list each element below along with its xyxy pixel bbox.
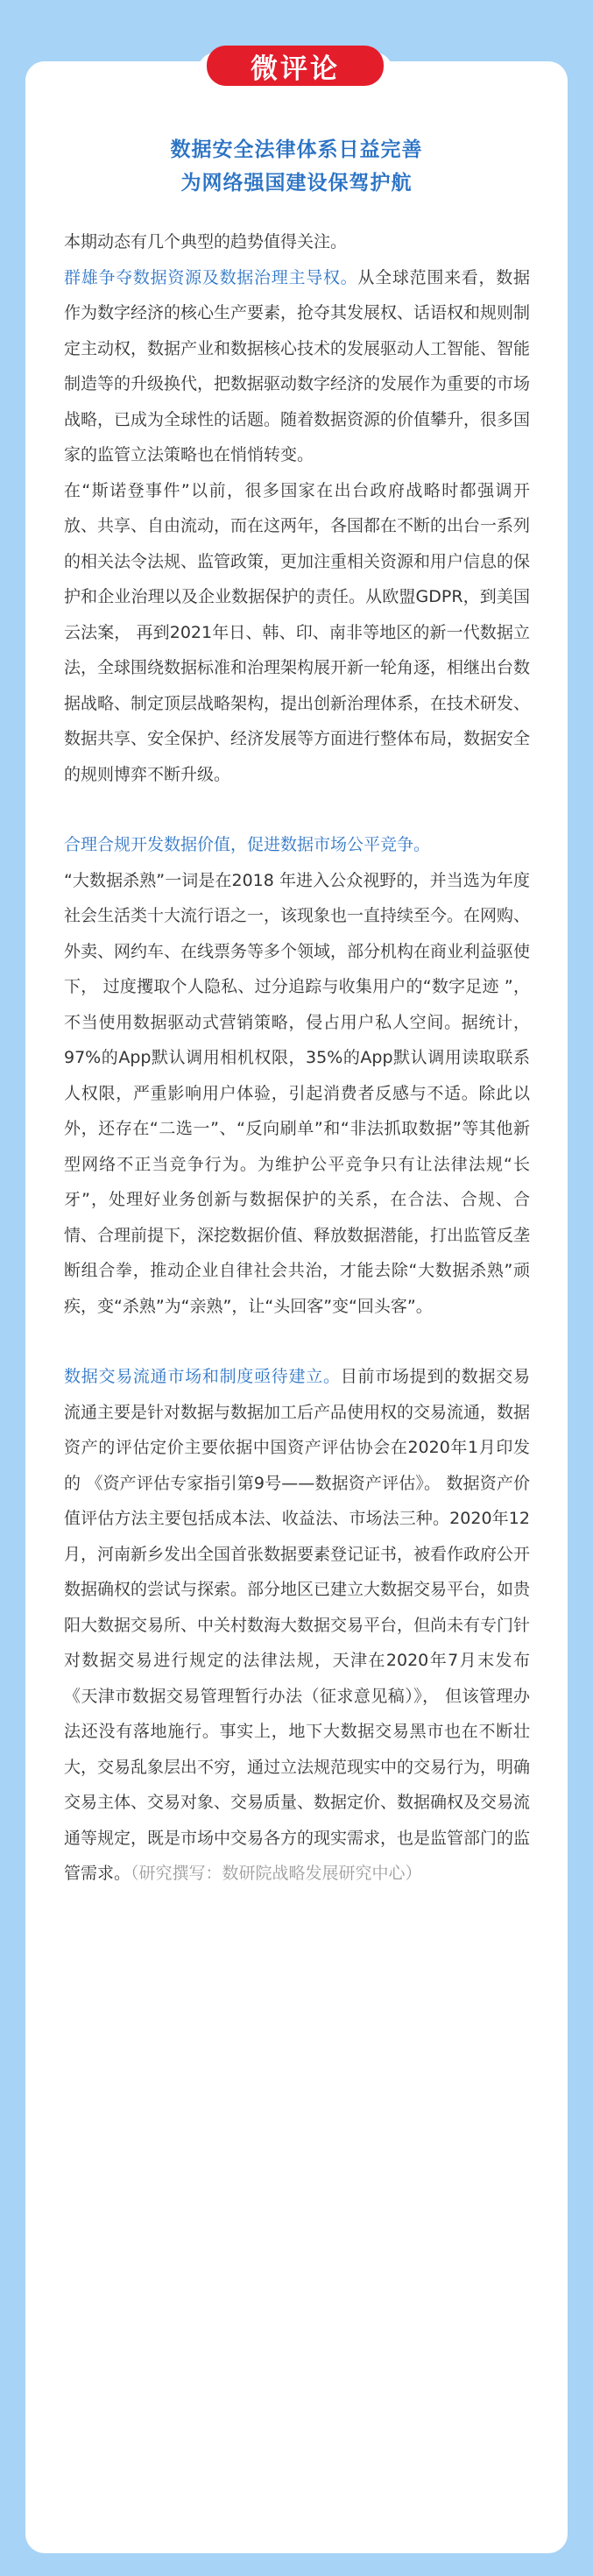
section-3-body: 目前市场提到的数据交易流通主要是针对数据与数据加工后产品使用权的交易流通，数据资产的评估定价主要依据中国资产评估协会在2020年1月印发的 《资产评估专家指引第9号——数据资产评估》。 数据资产价值评估方法主要包括成本法、收益法、市场法三种。2020年12月，河南新乡发出全国首张数据要素登记证书，被看作政府公开数据确权的尝试与探索。部分地区已建立大数据交易平台，如贵阳大数据交易所、中关村数海大数据交易平台，但尚未有专门针对数据交易进行规定的法律法规，天津在2020年7月末发布《天津市数据交易管理暂行办法（征求意见稿）》， 但该管理办法还没有落地施行。事实上，地下大数据交易黑市也在不断壮大，交易乱象层出不穷，通过立法规范现实中的交易行为，明确交易主体、交易对象、交易质量、数据定价、数据确权及交易流通等规定，既是市场中交易各方的现实需求，也是监管部门的监管需求。 xyxy=(64,1367,531,1883)
section-2-heading: 合理合规开发数据价值，促进数据市场公平竞争。 xyxy=(64,835,431,854)
article-title xyxy=(53,133,540,200)
section-gap xyxy=(64,792,530,827)
author-credit: （研究撰写：数研院战略发展研究中心） xyxy=(131,1864,422,1883)
section-3-paragraph xyxy=(64,1359,530,1892)
section-1-body: 从全球范围来看，数据作为数字经济的核心生产要素，抢夺其发展权、话语权和规则制定主动权，数据产业和数据核心技术的发展驱动人工智能、智能制造等的升级换代，把数据驱动数字经济的发展作为重要的市场战略，已成为全球性的话题。随着数据资源的价值攀升，很多国家的监管立法策略也在悄悄转变。 xyxy=(64,267,531,464)
section-1-heading: 群雄争夺数据资源及数据治理主导权。 xyxy=(64,267,358,287)
section-1-paragraph-2: 在“斯诺登事件”以前，很多国家在出台政府战略时都强调开放、共享、自由流动，而在这两年，各国都在不断的出台一系列的相关法令法规、监管政策，更加注重相关资源和用户信息的保护和企业治理以及企业数据保护的责任。从欧盟GDPR，到美国云法案， 再到2021年日、韩、印、南非等地区的新一代数据立法，全球围绕数据标准和治理架构展开新一轮角逐，相继出台数据战略、制定顶层战略架构，提出创新治理体系，在技术研发、数据共享、安全保护、经济发展等方面进行整体布局，数据安全的规则博弈不断升级。 xyxy=(64,480,531,784)
tag-label: 微评论 xyxy=(207,46,384,86)
intro-paragraph: 本期动态有几个典型的趋势值得关注。 xyxy=(64,232,348,251)
article-body xyxy=(64,224,530,1892)
section-gap xyxy=(64,1324,530,1359)
comment-tag xyxy=(198,44,392,91)
title-line-2: 为网络强国建设保驾护航 xyxy=(180,172,413,195)
section-3-heading: 数据交易流通市场和制度亟待建立。 xyxy=(64,1367,341,1386)
section-1-paragraph xyxy=(64,260,530,473)
section-2-body: “大数据杀熟”一词是在2018 年进入公众视野的，并当选为年度社会生活类十大流行语之一，该现象也一直持续至今。在网购、外卖、网约车、在线票务等多个领域，部分机构在商业利益驱使下， 过度攫取个人隐私、过分追踪与收集用户的“数字足迹 ”，不当使用数据驱动式营销策略，侵占用户私人空间。据统计，97%的App默认调用相机权限，35%的App默认调用读取联系人权限，严重影响用户体验，引起消费者反感与不适。除此以外，还存在“二选一”、“反向刷单”和“非法抓取数据”等其他新型网络不正当竞争行为。为维护公平竞争只有让法律法规“长牙”，处理好业务创新与数据保护的关系，在合法、合规、合情、合理前提下，深挖数据价值、释放数据潜能，打出监管反垄断组合拳，推动企业自律社会共治，才能去除“大数据杀熟”顽疾，变“杀熟”为“亲熟”，让“头回客”变“回头客”。 xyxy=(64,870,531,1316)
title-line-1: 数据安全法律体系日益完善 xyxy=(170,138,423,161)
